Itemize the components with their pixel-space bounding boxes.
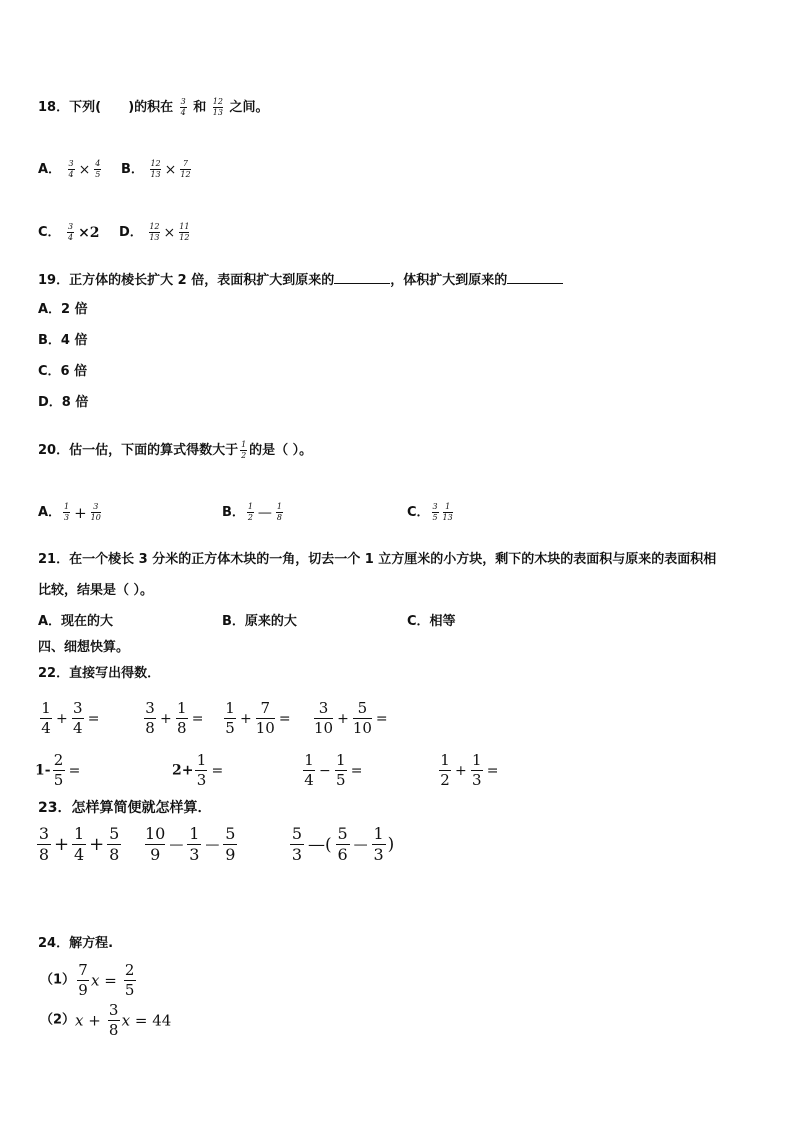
question-23-title: 23．怎样算简便就怎样算．	[38, 800, 212, 816]
fraction: $\frac{3}{10}$	[90, 502, 101, 522]
fraction: $\frac{12}{13}$	[150, 159, 161, 179]
question-19: 19．正方体的棱长扩大 2 倍，表面积扩大到原来的 ，体积扩大到原来的	[38, 271, 563, 290]
question-21: 21．在一个棱长 3 分米的正方体木块的一角，切去一个 1 立方厘米的小方块，剩下的木块的表面积与原来的表面积相	[38, 552, 717, 567]
option-b: B．原来的大	[222, 614, 297, 629]
equation-2: （2）x + $\frac{3}{8}$ x = 44	[40, 1001, 172, 1039]
option-d: D．8 倍	[38, 395, 89, 410]
option-c: C． $\frac{3}{5}$ $\frac{1}{13}$	[407, 502, 453, 522]
expression: 1- $\frac{2}{5}$ =	[35, 751, 81, 789]
option-b: B． $\frac{1}{2}$ — $\frac{1}{8}$	[222, 502, 282, 522]
fraction: $\frac{1}{13}$	[442, 502, 453, 522]
expression: $\frac{5}{3}$ —( $\frac{5}{6}$ — $\frac{1}{3}$ )	[291, 824, 395, 864]
fraction: $\frac{3}{4}$	[180, 97, 186, 117]
fraction: $\frac{1}{8}$	[276, 502, 282, 522]
text: 之间。	[229, 100, 269, 115]
expression: $\frac{3}{8}$ + $\frac{1}{8}$ =	[145, 699, 204, 737]
expression: 2+ $\frac{1}{3}$ =	[172, 751, 224, 789]
fraction: $\frac{12}{13}$	[149, 222, 160, 242]
option-d: D． $\frac{12}{13}$ × $\frac{11}{12}$	[119, 222, 190, 242]
expression: $\frac{10}{9}$ — $\frac{1}{3}$ — $\frac{5}{9}$	[145, 824, 236, 864]
fraction: $\frac{3}{4}$	[68, 159, 74, 179]
fraction: $\frac{4}{5}$	[95, 159, 101, 179]
expression: $\frac{1}{4}$ − $\frac{1}{5}$ =	[304, 751, 363, 789]
expression: $\frac{1}{5}$ + $\frac{7}{10}$ =	[225, 699, 291, 737]
answer-blank	[507, 271, 563, 284]
option-a: A．2 倍	[38, 302, 88, 317]
expression: $\frac{1}{2}$ + $\frac{1}{3}$ =	[440, 751, 499, 789]
option-b: B．4 倍	[38, 333, 88, 348]
option-a: A． $\frac{3}{4}$ × $\frac{4}{5}$	[38, 159, 101, 179]
option-a: A． $\frac{1}{3}$ + $\frac{3}{10}$	[38, 502, 101, 522]
fraction: $\frac{1}{2}$	[247, 502, 253, 522]
question-22-title: 22．直接写出得数．	[38, 666, 161, 681]
option-c: C． $\frac{3}{4}$ ×2	[38, 222, 100, 242]
fraction: $\frac{1}{2}$	[241, 440, 247, 460]
question-21-line2: 比较，结果是（ ）。	[38, 583, 154, 598]
text: 下列(	[69, 100, 102, 115]
expression: $\frac{3}{10}$ + $\frac{5}{10}$ =	[314, 699, 388, 737]
equation-1: （1） $\frac{7}{9}$ x = $\frac{2}{5}$	[40, 961, 135, 999]
question-24-title: 24．解方程.	[38, 936, 114, 951]
answer-blank	[334, 271, 390, 284]
option-b: B． $\frac{12}{13}$ × $\frac{7}{12}$	[121, 159, 191, 179]
question-number: 18．	[38, 100, 70, 115]
fraction: $\frac{1}{3}$	[64, 502, 70, 522]
text: )的积在	[128, 100, 174, 115]
expression: $\frac{1}{4}$ + $\frac{3}{4}$ =	[41, 699, 100, 737]
question-18	[38, 98, 269, 117]
fraction: $\frac{12}{13}$	[212, 97, 223, 117]
blank-paren	[101, 100, 128, 115]
option-c: C．6 倍	[38, 364, 88, 379]
option-c: C．相等	[407, 614, 456, 629]
fraction: $\frac{3}{4}$	[68, 222, 74, 242]
section-heading: 四、细想快算。	[38, 640, 130, 655]
text: 和	[193, 100, 207, 115]
expression: $\frac{3}{8}$ + $\frac{1}{4}$ + $\frac{5}{8}$	[38, 824, 120, 864]
option-a: A．现在的大	[38, 614, 114, 629]
fraction: $\frac{7}{12}$	[180, 159, 191, 179]
fraction: $\frac{11}{12}$	[179, 222, 190, 242]
question-20: 20．估一估，下面的算式得数大于 $\frac{1}{2}$ 的是（ ）。	[38, 440, 313, 460]
fraction: $\frac{3}{5}$	[432, 502, 438, 522]
